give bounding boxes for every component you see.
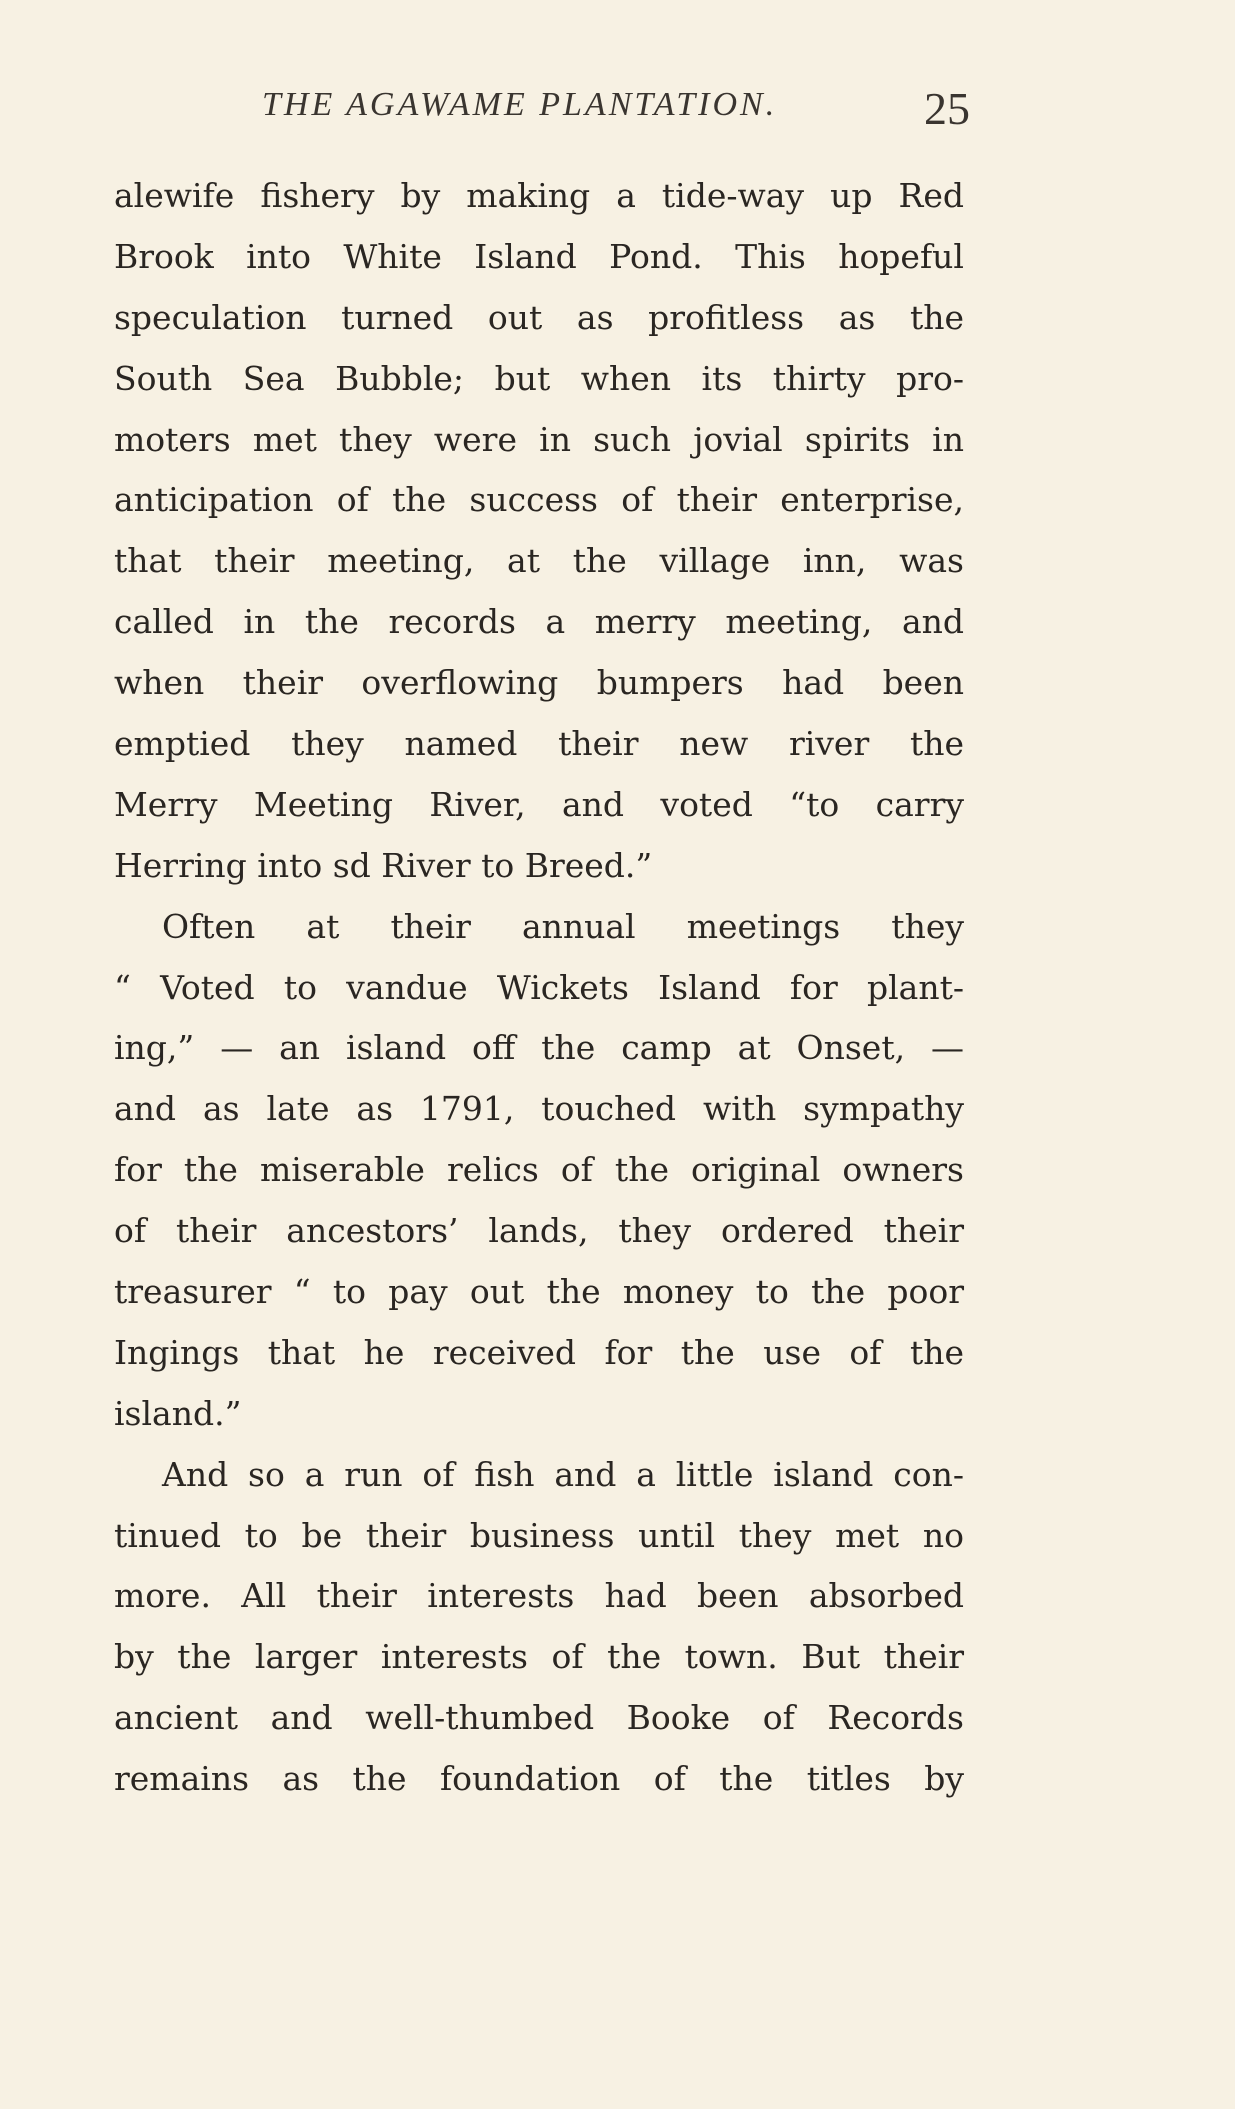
text-line: called in the records a merry meeting, and: [114, 602, 964, 642]
text-line: South Sea Bubble; but when its thirty pro-: [114, 358, 964, 398]
text-line: “ Voted to vandue Wickets Island for plant-: [114, 967, 964, 1007]
text-line: alewife fishery by making a tide-way up Red: [114, 176, 964, 215]
paragraph-end-line: Herring into sd River to Breed.”: [114, 845, 653, 885]
text-line: Merry Meeting River, and voted “to carry: [114, 784, 964, 824]
text-line: Ingings that he received for the use of the: [114, 1332, 964, 1372]
text-line: ing,” — an island off the camp at Onset, —: [114, 1028, 964, 1068]
text-line: by the larger interests of the town. But their: [114, 1637, 964, 1677]
text-line: treasurer “ to pay out the money to the poor: [114, 1272, 964, 1312]
text-line: ancient and well-thumbed Booke of Records: [114, 1698, 964, 1738]
text-line: Brook into White Island Pond. This hopeful: [114, 236, 964, 276]
text-line: moters met they were in such jovial spirits in: [114, 419, 964, 459]
text-line: speculation turned out as profitless as the: [114, 297, 964, 337]
text-line: that their meeting, at the village inn, was: [114, 541, 964, 581]
text-line: when their overflowing bumpers had been: [114, 663, 964, 703]
body-text: [114, 166, 964, 1810]
paragraph-end-line: island.”: [114, 1393, 242, 1433]
text-line: of their ancestors’ lands, they ordered their: [114, 1211, 964, 1251]
page-header: [0, 83, 1235, 146]
text-line: emptied they named their new river the: [114, 724, 964, 764]
text-line: tinued to be their business until they met no: [114, 1515, 964, 1555]
text-line: and as late as 1791, touched with sympathy: [114, 1089, 964, 1129]
text-line: more. All their interests had been absorbed: [114, 1576, 964, 1616]
paragraph-start-line: Often at their annual meetings they: [162, 906, 964, 946]
running-title: THE AGAWAME PLANTATION.: [262, 86, 778, 123]
paragraph-start-line: And so a run of fish and a little island con-: [162, 1454, 964, 1494]
text-line: anticipation of the success of their enterprise,: [114, 480, 964, 520]
text-line: remains as the foundation of the titles by: [114, 1759, 964, 1799]
page-number: 25: [924, 83, 970, 134]
text-line: for the miserable relics of the original owners: [114, 1150, 964, 1190]
